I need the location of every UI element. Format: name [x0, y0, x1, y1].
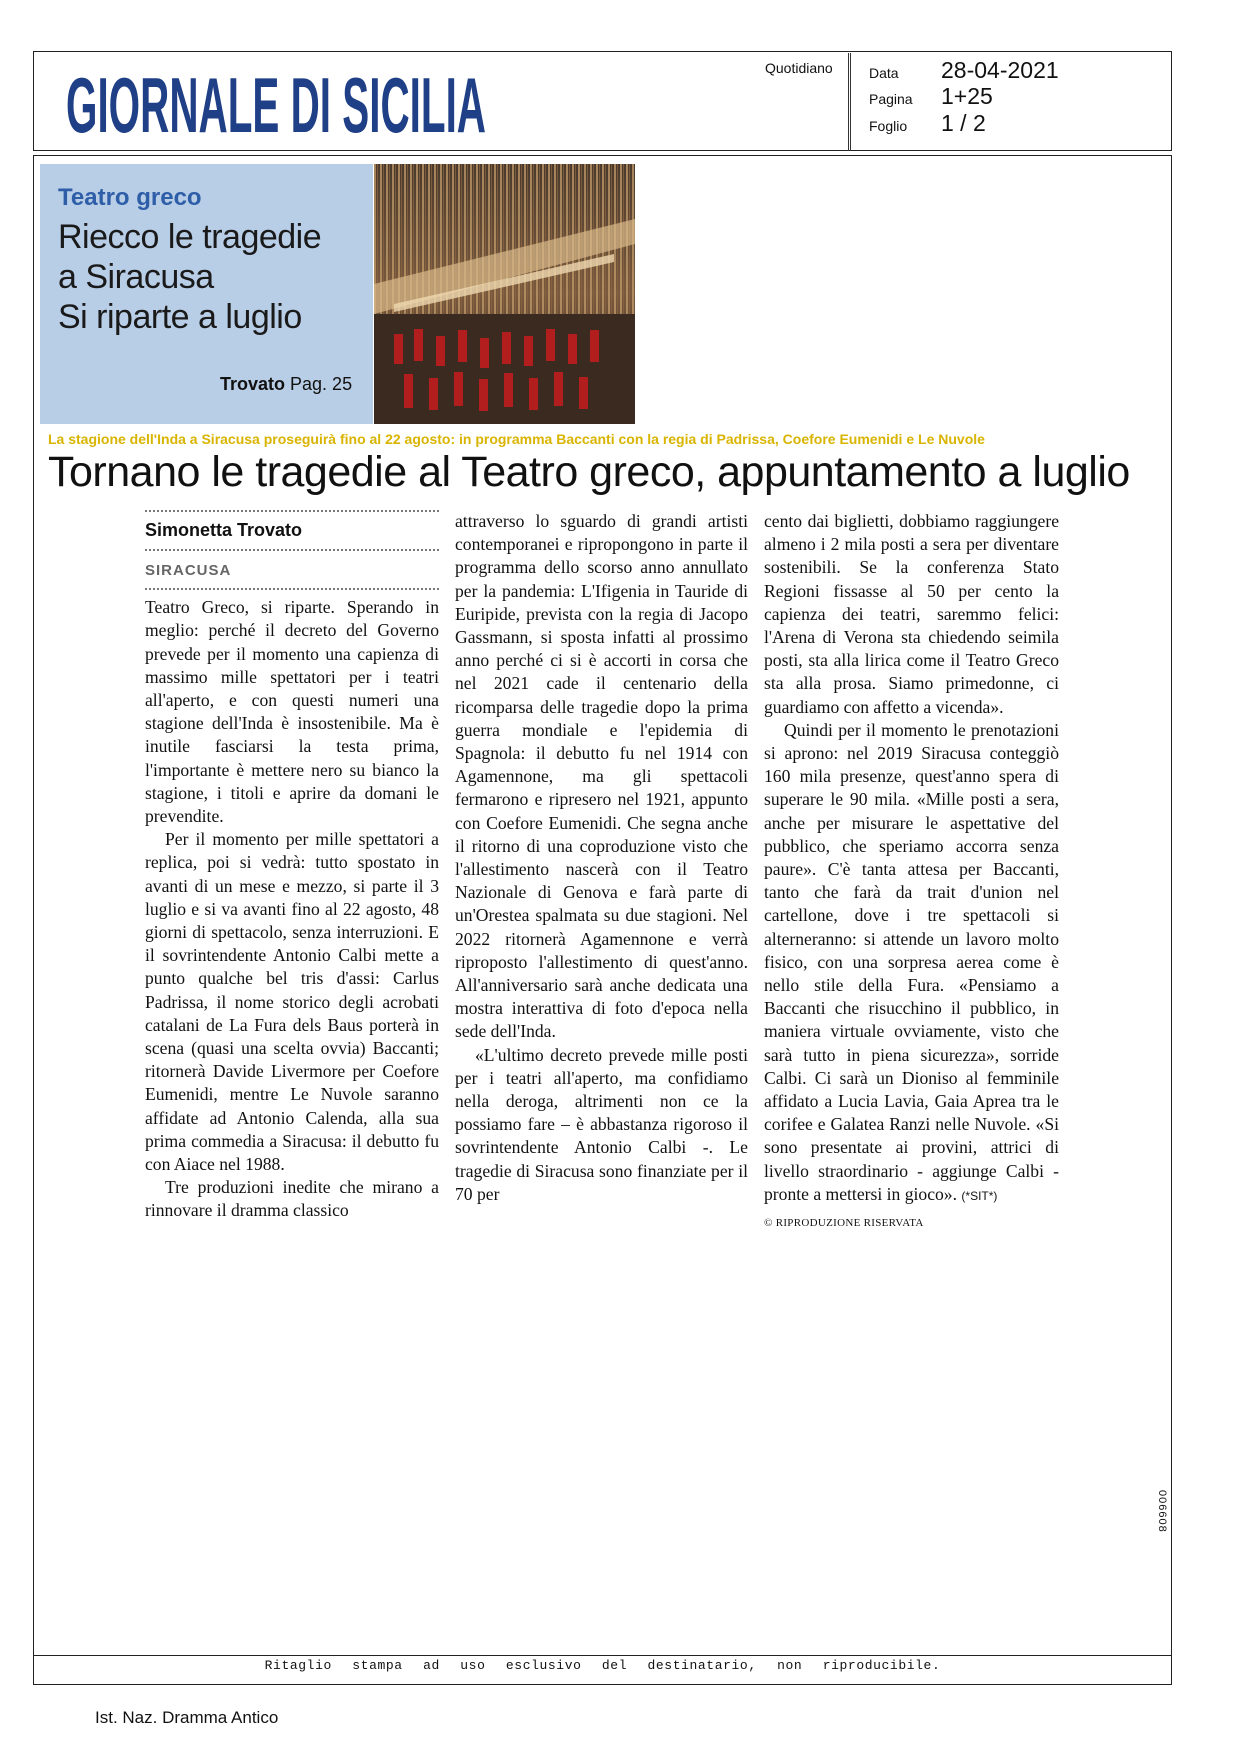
- paragraph: Tre produzioni inedite che mirano a rinnovare il dramma classico: [145, 1177, 439, 1221]
- meta-label: Data: [869, 65, 899, 81]
- meta-row-page: [869, 83, 993, 110]
- article-kicker: La stagione dell'Inda a Siracusa proseguirà fino al 22 agosto: in programma Baccanti con la regia di Padrissa, Coefore Eumenidi e Le Nuvole: [48, 431, 985, 447]
- article-headline: Tornano le tragedie al Teatro greco, appuntamento a luglio: [48, 448, 1130, 496]
- byline: Simonetta Trovato: [145, 520, 303, 540]
- footer-strip: [33, 1655, 1172, 1676]
- paragraph: attraverso lo sguardo di grandi artisti contemporanei e ripropongono in parte il programma dello scorso anno annullato per la pandemia: L'Ifigenia in Tauride di Euripide, prevista con la regia di Jacopo Gassmann, si sposta infatti al prossimo anno perché ci si è accorti in corsa che nel 2021 cade il centenario della ricomparsa delle tragedie dopo la prima guerra mondiale e l'epidemia di Spagnola: il debutto fu nel 1914 con Agamennone, ma gli spettacoli fermarono e ripresero nel 1921, appunto con Coefore Eumenidi. Che segna anche il ritorno di una coproduzione visto che l'allestimento nascerà con il Teatro Nazionale di Genova e farà parte di un'Orestea spalmata su due stagioni. Nel 2022 ritornerà Agamennone e verrà riproposto l'allestimento di quest'anno. All'anniversario sarà anche dedicata una mostra interattiva di foto d'epoca nella sede dell'Inda.: [455, 511, 748, 1042]
- paragraph: Per il momento per mille spettatori a replica, poi si vedrà: tutto spostato in avanti di un mese e mezzo, si parte il 3 luglio e si va avanti fino al 22 agosto, 48 giorni di spettacolo, senza interruzioni. E il sovrintendente Antonio Calbi mette a punto qualche bel tris d'assi: Carlus Padrissa, il nome storico degli acrobati catalani de La Fura dels Baus porterà in scena (quasi una scelta ovvia) Baccanti; ritornerà Davide Livermore per Coefore Eumenidi, mentre Le Nuvole saranno affidate ad Antonio Calenda, alla sua prima commedia a Siracusa: il debutto fu con Aiace nel 1988.: [145, 829, 439, 1175]
- side-code: 006608: [1156, 1490, 1168, 1533]
- author-signature: (*SIT*): [961, 1188, 998, 1203]
- teaser-kicker: Teatro greco: [58, 184, 202, 211]
- masthead-logo: [66, 66, 486, 144]
- teaser-page-ref: [220, 374, 352, 395]
- meta-value: 28-04-2021: [941, 57, 1059, 83]
- teaser-title-line: Riecco le tragedie: [58, 218, 322, 256]
- teaser-title-line: Si riparte a luglio: [58, 298, 302, 336]
- article-column-1: [145, 510, 439, 1223]
- meta-value: 1+25: [941, 83, 993, 109]
- paragraph-text: Quindi per il momento le prenotazioni si aprono: nel 2019 Siracusa conteggiò 160 mila presenze, quest'anno spera di superare le 90 mila. «Mille posti a sera, anche per misurare le aspettative del pubblico, che speriamo accorra senza paure». C'è tanta attesa per Baccanti, tanto che farà da trait d'union nel cartellone, dove i tre spettacoli si alterneranno: si attende un lavoro molto fisico, con una sorpresa aerea come è nello stile della Fura. «Pensiamo a Baccanti che risucchino il pubblico, in maniera virtuale ovviamente, visto che sarà tutto in piena sicurezza», sorride Calbi. Ci sarà un Dioniso al femminile affidato a Lucia Lavia, Gaia Aprea tra le corifee e Galatea Ranzi nelle Nuvole. «Si sono presentate ai provini, attrici di livello straordinario - aggiunge Calbi - pronte a mettersi in gioco».: [764, 719, 1059, 1204]
- teaser-text-box: [40, 164, 373, 424]
- byline-divider: [145, 510, 439, 512]
- meta-box: [848, 53, 1175, 151]
- meta-value: 1 / 2: [941, 110, 986, 136]
- owner-label: Ist. Naz. Dramma Antico: [95, 1708, 279, 1727]
- meta-label: Pagina: [869, 91, 913, 107]
- footer-strip-text: Ritaglio stampa ad uso esclusivo del destinatario, non riproducibile.: [264, 1658, 941, 1673]
- paragraph: «L'ultimo decreto prevede mille posti per i teatri all'aperto, ma confidiamo nella deroga, altrimenti non ce la possiamo fare – è abbastanza rigoroso il sovrintendente Antonio Calbi -. Le tragedie di Siracusa sono finanziate per il 70 per: [455, 1044, 748, 1204]
- teaser-author: Trovato: [220, 374, 286, 394]
- copyright-notice: © RIPRODUZIONE RISERVATA: [764, 1217, 924, 1230]
- front-page-teaser: [40, 164, 635, 424]
- meta-label: Foglio: [869, 118, 908, 134]
- theatre-stage-photo: [374, 164, 635, 424]
- paragraph: Teatro Greco, si riparte. Sperando in meglio: perché il decreto del Governo prevede per il momento una capienza di massimo mille spettatori per i teatri all'aperto, e con questi numeri una stagione dell'Inda è insostenibile. Ma è inutile fasciarsi la testa prima, l'importante è mettere nero su bianco la stagione, i titoli e aprire da domani le prevendite.: [145, 597, 439, 827]
- dateline-divider: [145, 588, 439, 590]
- paragraph: [764, 719, 1059, 1208]
- teaser-title-line: a Siracusa: [58, 258, 214, 296]
- dateline: SIRACUSA: [145, 562, 232, 579]
- meta-row-date: [869, 57, 1059, 84]
- article-column-2: [455, 510, 748, 1206]
- meta-row-sheet: [869, 110, 986, 137]
- paragraph: cento dai biglietti, dobbiamo raggiungere almeno i 2 mila posti a sera per diventare sostenibili. Se la conferenza Stato Regioni fissasse al 50 per cento la capienza dei teatri, saremmo felici: l'Arena di Verona sta chiedendo seimila posti, sta alla lirica come il Teatro Greco sta alla prosa. Siamo primedonne, ci guardiamo con affetto a vicenda».: [764, 511, 1059, 717]
- teaser-page: Pag. 25: [290, 374, 353, 394]
- article-column-3: [764, 510, 1059, 1235]
- masthead-text: GIORNALE DI SICILIA: [66, 66, 486, 144]
- publication-type: Quotidiano: [765, 60, 833, 76]
